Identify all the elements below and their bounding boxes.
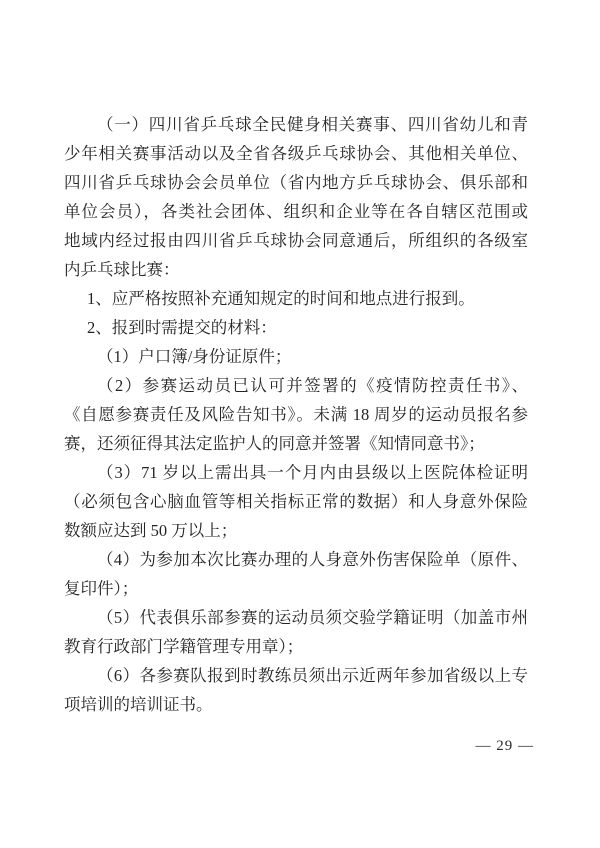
document-line: （1）户口簿/身份证原件； <box>97 347 292 366</box>
document-line: 教育行政部门学籍管理专用章）； <box>64 637 304 656</box>
document-line: （一）四川省乒乓球全民健身相关赛事、四川省幼儿和青 <box>97 115 528 134</box>
document-line: 数额应达到 50 万以上； <box>64 521 238 540</box>
document-line: 《自愿参赛责任及风险告知书》。未满 18 周岁的运动员报名参 <box>64 405 528 424</box>
document-line: （6）各参赛队报到时教练员须出示近两年参加省级以上专 <box>97 666 528 685</box>
document-line: （3）71 岁以上需出具一个月内由县级以上医院体检证明 <box>97 463 528 482</box>
document-body <box>64 110 528 719</box>
document-line: 内乒乓球比赛： <box>64 260 180 279</box>
document-line: （4）为参加本次比赛办理的人身意外伤害保险单（原件、 <box>97 550 528 569</box>
document-line: 地域内经过报由四川省乒乓球协会同意通后，所组织的各级室 <box>64 231 528 250</box>
document-line: （2）参赛运动员已认可并签署的《疫情防控责任书》、 <box>97 376 528 395</box>
document-line: 2、报到时需提交的材料： <box>87 318 277 337</box>
page-number: — 29 — <box>475 738 534 754</box>
document-line: 项培训的培训证书。 <box>64 695 213 714</box>
document-line: 复印件）； <box>64 579 139 598</box>
document-line: 四川省乒乓球协会会员单位（省内地方乒乓球协会、俱乐部和 <box>64 173 528 192</box>
document-line: 1、应严格按照补充通知规定的时间和地点进行报到。 <box>87 289 475 308</box>
document-line: 单位会员），各类社会团体、组织和企业等在各自辖区范围或 <box>64 202 528 221</box>
document-line: （5）代表俱乐部参赛的运动员须交验学籍证明（加盖市州 <box>97 608 528 627</box>
document-line: （必须包含心脑血管等相关指标正常的数据）和人身意外保险 <box>64 492 528 511</box>
document-line: 赛，还须征得其法定监护人的同意并签署《知情同意书》； <box>64 434 485 453</box>
document-line: 少年相关赛事活动以及全省各级乒乓球协会、其他相关单位、 <box>64 144 528 163</box>
